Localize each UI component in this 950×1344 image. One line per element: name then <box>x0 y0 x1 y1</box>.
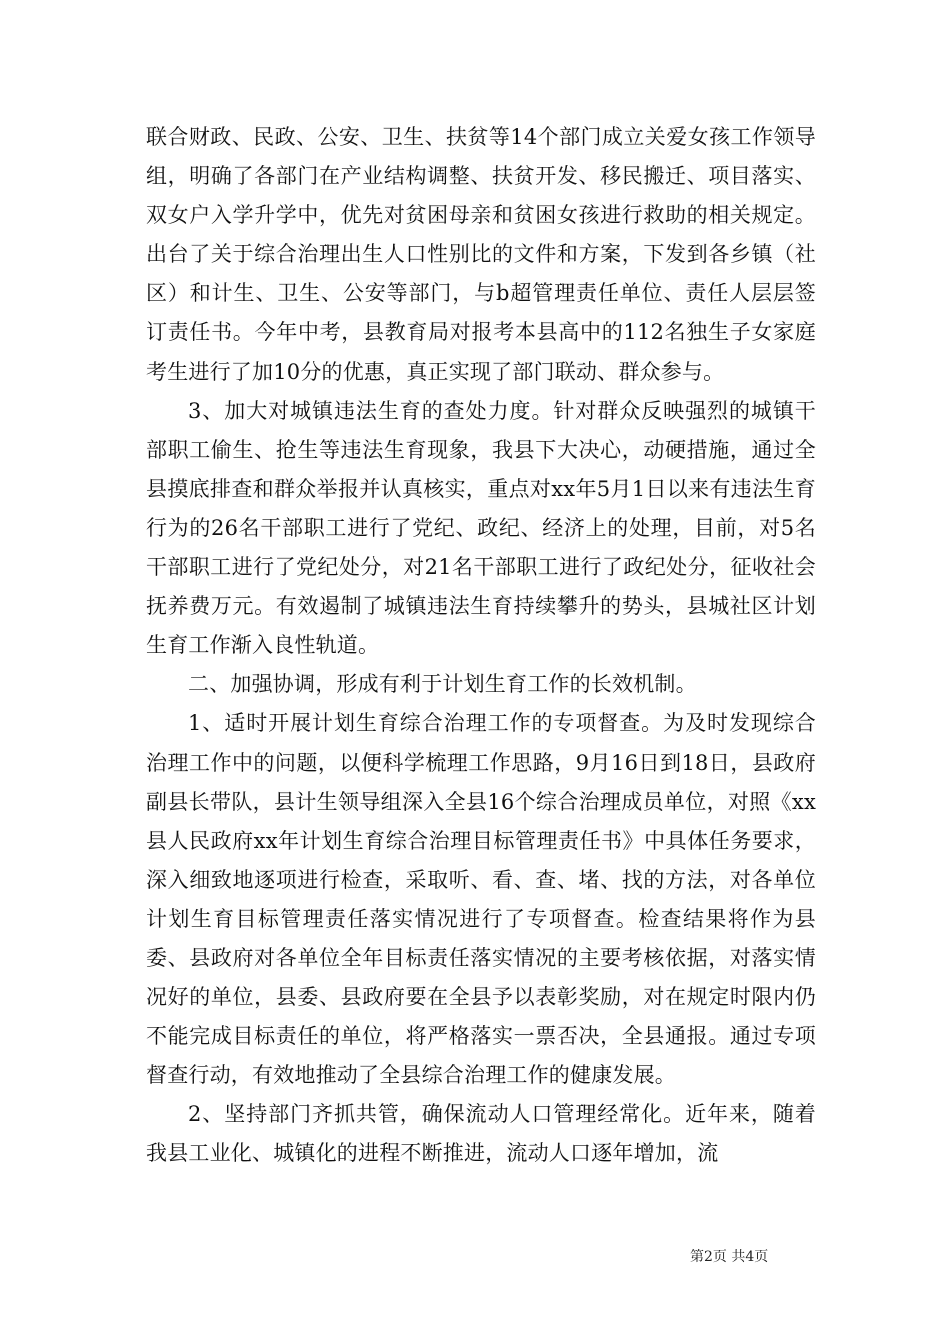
document-body <box>146 118 816 1174</box>
paragraph-floating-population: 2、坚持部门齐抓共管，确保流动人口管理经常化。近年来，随着我县工业化、城镇化的进程不断推进，流动人口逐年增加，流 <box>146 1102 816 1166</box>
page-number-footer: 第2页 共4页 <box>690 1249 769 1265</box>
paragraph-special-inspection: 1、适时开展计划生育综合治理工作的专项督查。为及时发现综合治理工作中的问题，以便科学梳理工作思路，9月16日到18日，县政府副县长带队，县计生领导组深入全县16个综合治理成员单位，对照《xx县人民政府xx年计划生育综合治理目标管理责任书》中具体任务要求，深入细致地逐项进行检查，采取听、看、查、堵、找的方法，对各单位计划生育目标管理责任落实情况进行了专项督查。检查结果将作为县委、县政府对各单位全年目标责任落实情况的主要考核依据，对落实情况好的单位，县委、县政府要在全县予以表彰奖励，对在规定时限内仍不能完成目标责任的单位，将严格落实一票否决，全县通报。通过专项督查行动，有效地推动了全县综合治理工作的健康发展。 <box>146 711 816 1088</box>
paragraph-continuation: 联合财政、民政、公安、卫生、扶贫等14个部门成立关爱女孩工作领导组，明确了各部门在产业结构调整、扶贫开发、移民搬迁、项目落实、双女户入学升学中，优先对贫困母亲和贫困女孩进行救助的相关规定。出台了关于综合治理出生人口性别比的文件和方案，下发到各乡镇（社区）和计生、卫生、公安等部门，与b超管理责任单位、责任人层层签订责任书。今年中考，县教育局对报考本县高中的112名独生子女家庭考生进行了加10分的优惠，真正实现了部门联动、群众参与。 <box>146 125 816 384</box>
section-heading-coordination: 二、加强协调，形成有利于计划生育工作的长效机制。 <box>188 672 697 697</box>
paragraph-urban-violations: 3、加大对城镇违法生育的查处力度。针对群众反映强烈的城镇干部职工偷生、抢生等违法生育现象，我县下大决心，动硬措施，通过全县摸底排查和群众举报并认真核实，重点对xx年5月1日以来有违法生育行为的26名干部职工进行了党纪、政纪、经济上的处理，目前，对5名干部职工进行了党纪处分，对21名干部职工进行了政纪处分，征收社会抚养费万元。有效遏制了城镇违法生育持续攀升的势头，县城社区计划生育工作渐入良性轨道。 <box>146 398 816 658</box>
